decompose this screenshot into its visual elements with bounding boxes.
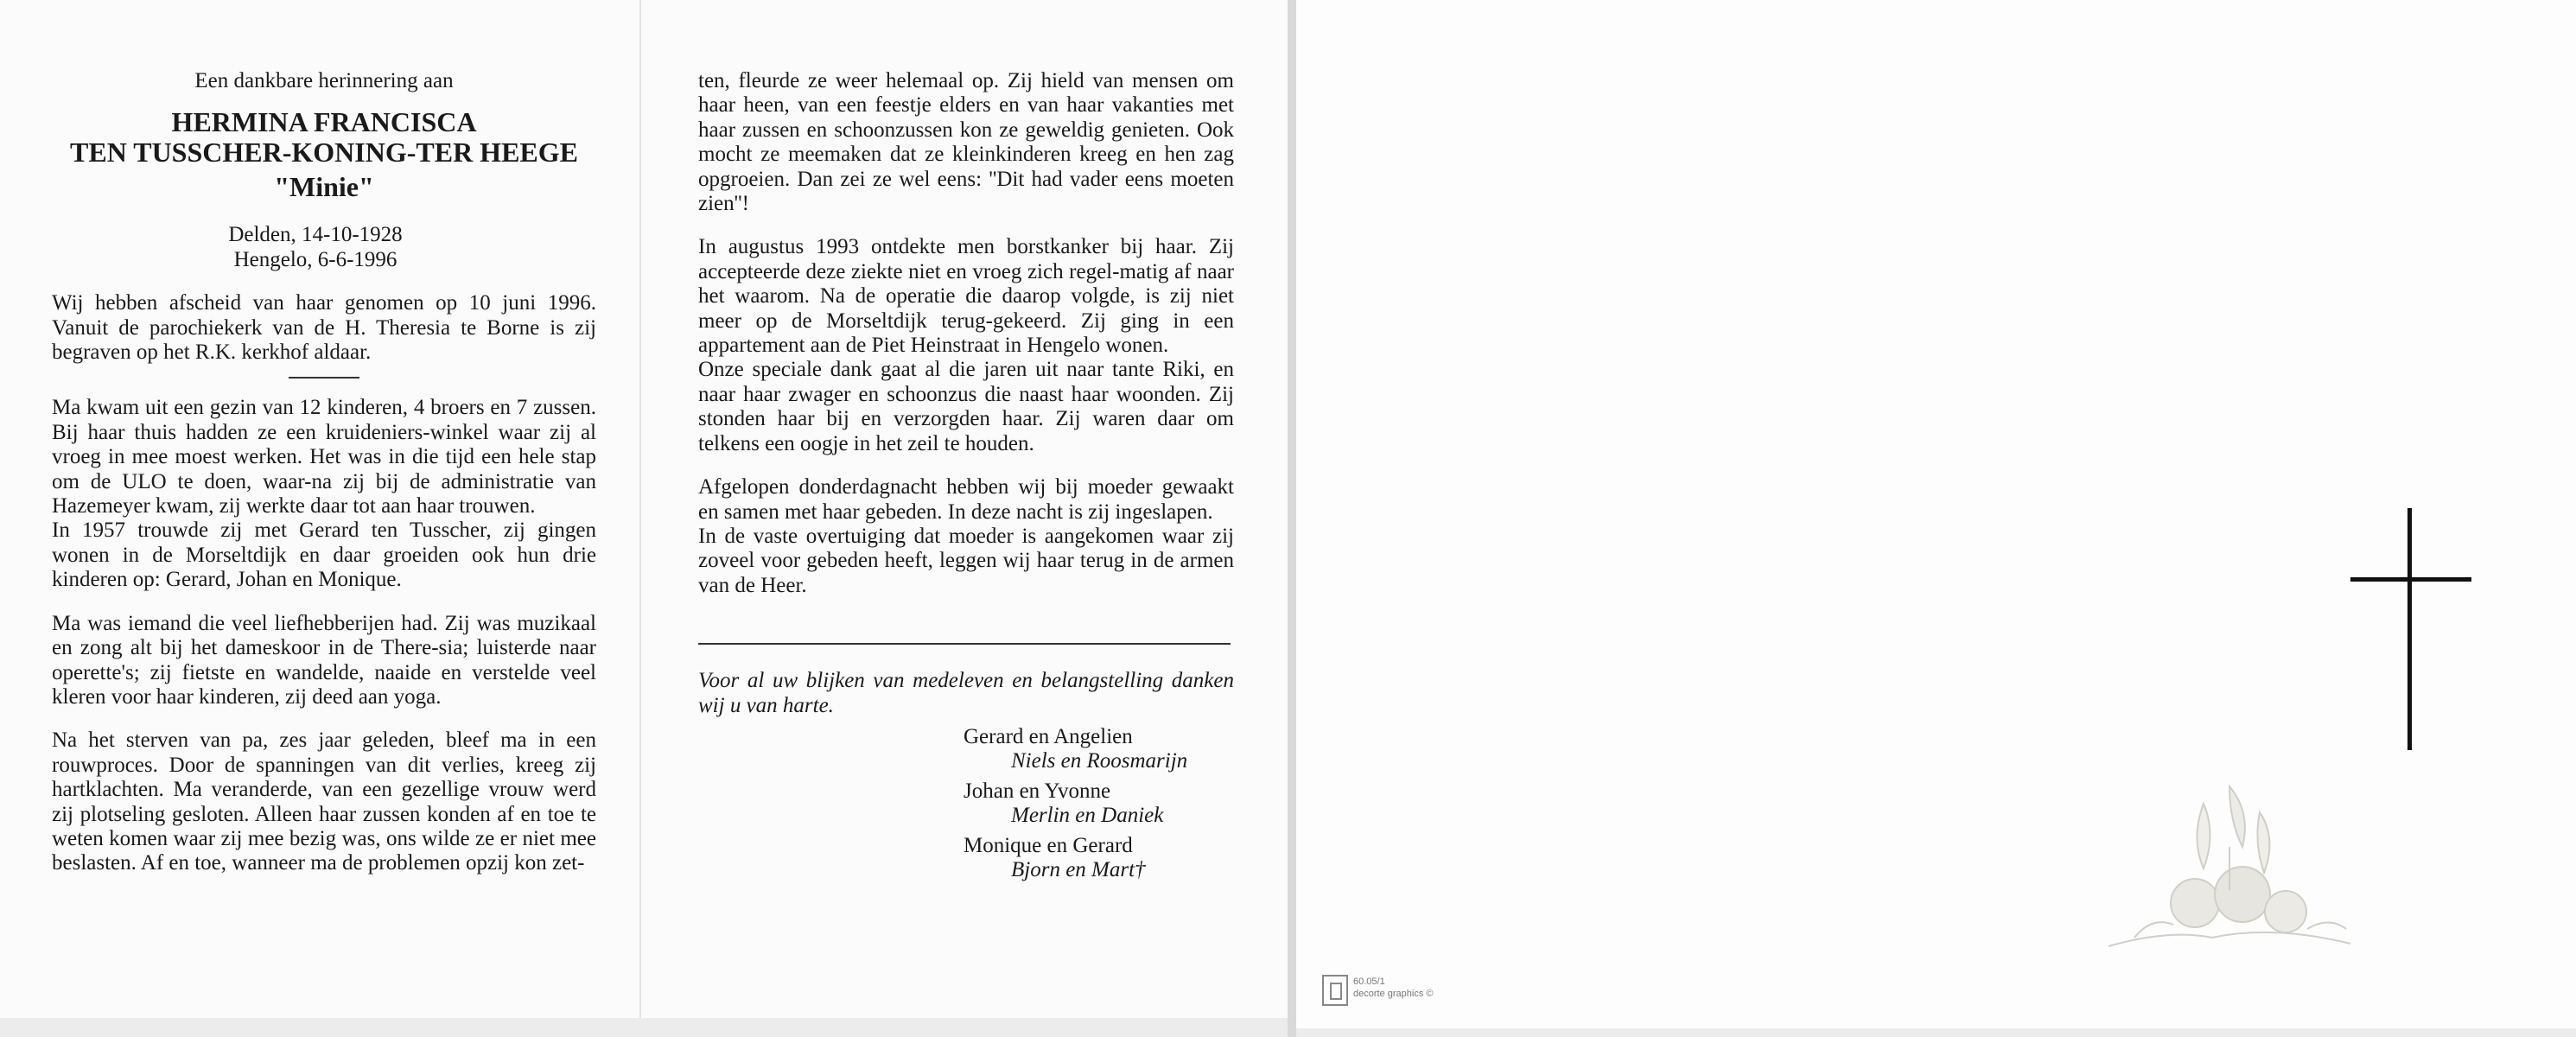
name-line-2: TEN TUSSCHER-KONING-TER HEEGE — [70, 137, 578, 169]
nickname: "Minie" — [274, 171, 374, 203]
name-line-1: HERMINA FRANCISCA — [171, 106, 477, 138]
intro-text: Een dankbare herinnering aan — [194, 69, 454, 92]
signature-parents: Monique en Gerard — [964, 833, 1133, 857]
dates — [52, 223, 596, 272]
death-date: Hengelo, 6-6-1996 — [233, 247, 398, 271]
logo-brand: decorte graphics © — [1353, 989, 1434, 999]
thanks-text: Voor al uw blijken van medeleven en belangstelling danken wij u van harte. — [698, 669, 1234, 717]
gratitude-paragraph: Onze speciale dank gaat al die jaren uit naar tante Riki, en naar haar zwager en schoonzus die naast haar woonden. Zij stonden haar bij en verzorgden haar. Zij waren daar om telkens een oogje in het zeil te houden. — [698, 358, 1234, 455]
vigil-paragraph: Afgelopen donderdagnacht hebben wij bij moeder gewaakt en samen met haar gebeden. In deze nacht is zij ingeslapen. — [698, 475, 1234, 524]
signature-children: Bjorn en Mart† — [1011, 857, 1146, 881]
short-divider — [289, 377, 359, 379]
signature-parents: Gerard en Angelien — [964, 724, 1133, 748]
illness-paragraph: In augustus 1993 ontdekte men borstkanker bij haar. Zij accepteerde deze ziekte niet en vroeg zich regel-matig af naar het waarom. Na de operatie die daarop volgde, is zij niet meer op de Morseltdijk terug-gekeerd. Zij ging in een appartement aan de Piet Heinstraat in Hengelo wonen. — [698, 235, 1234, 358]
funeral-text: Wij hebben afscheid van haar genomen op 10 juni 1996. Vanuit de parochiekerk van de H. Theresia te Borne is zij begraven op het R.K. kerkhof aldaar. — [52, 291, 596, 365]
bio-paragraph-4: Na het sterven van pa, zes jaar geleden, bleef ma in een rouwproces. Door de spanningen van dit verlies, kreeg zij hartklachten. Ma veranderde, van een gezellige vrouw werd zij plotseling gesloten. Alleen haar zussen konden af en toe te weten komen waar zij mee bezig was, ons wilde ze er niet mee beslasten. Af en toe, wanneer ma de problemen opzij kon zet- — [52, 728, 596, 875]
flowers-icon — [2100, 752, 2359, 959]
sheet-edge — [1288, 0, 1296, 1037]
logo-mark-icon — [1322, 975, 1348, 1006]
middle-column — [698, 69, 1234, 882]
faith-paragraph: In de vaste overtuiging dat moeder is aangekomen waar zij zoveel voor gebeden heeft, leggen wij haar terug in de armen van de Heer. — [698, 524, 1234, 597]
long-divider — [698, 643, 1231, 645]
bio-paragraph-2: In 1957 trouwde zij met Gerard ten Tusscher, zij gingen wonen in de Morseltdijk en daar groeiden ook hun drie kinderen op: Gerard, Johan en Monique. — [52, 518, 596, 592]
fold-line — [639, 0, 641, 1018]
cross-icon — [2350, 508, 2471, 750]
publisher-logo — [1322, 975, 1460, 1009]
birth-date: Delden, 14-10-1928 — [228, 223, 403, 247]
signatures — [964, 725, 1234, 882]
logo-code: 60.05/1 — [1353, 977, 1385, 987]
signature-children: Niels en Roosmarijn — [1011, 749, 1188, 773]
bio-paragraph-3: Ma was iemand die veel liefhebberijen had. Zij was muzikaal en zong alt bij het dameskoor in de There-sia; luisterde naar operette's; zij fietste en wandelde, naaide en verstelde veel kleren voor haar kinderen, zij deed aan yoga. — [52, 611, 596, 709]
signature-children: Merlin en Daniek — [1011, 804, 1164, 828]
bio-paragraph-1: Ma kwam uit een gezin van 12 kinderen, 4 broers en 7 zussen. Bij haar thuis hadden ze een kruideniers-winkel waar zij al vroeg in mee moest werken. Het was in die tijd een hele stap om de ULO te doen, waar-na zij bij de administratie van Hazemeyer kwam, zij werkte daar tot aan haar trouwen. — [52, 396, 596, 518]
signature-parents: Johan en Yvonne — [964, 779, 1111, 803]
bio-paragraph-5: ten, fleurde ze weer helemaal op. Zij hield van mensen om haar heen, van een feestje elders en van haar vakanties met haar zussen en schoonzussen kon ze geweldig genieten. Ook mocht ze meemaken dat ze kleinkinderen kreeg en hen zag opgroeien. Dan zei ze wel eens: ''Dit had vader eens moeten zien''! — [698, 69, 1234, 216]
left-column — [52, 69, 596, 876]
